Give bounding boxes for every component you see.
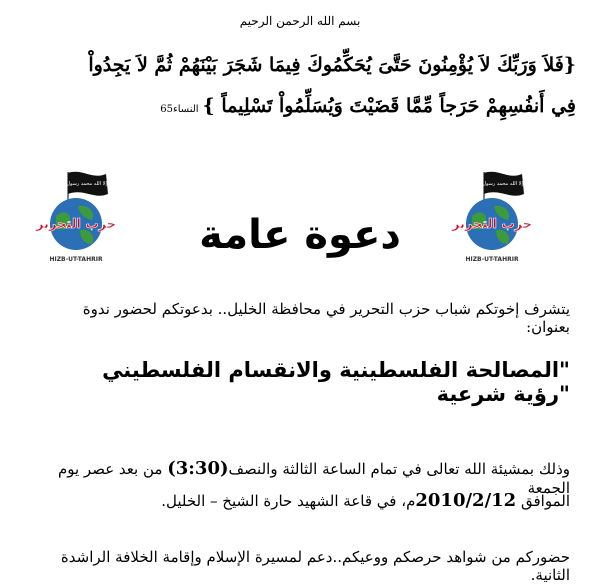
seminar-topic: "المصالحة الفلسطينية والانقسام الفلسطيني "رؤية شرعية	[102, 358, 570, 406]
event-date: 2010/2/12	[415, 490, 517, 511]
invitation-intro: يتشرف إخوتكم شباب حزب التحرير في محافظة الخليل.. بدعوتكم لحضور ندوة بعنوان:	[82, 300, 570, 336]
flag-text: لا إله إلا الله محمد رسول الله	[473, 181, 535, 187]
logo-brand-text: حزب التحرير	[451, 217, 533, 232]
verse-reference: النساء65	[160, 104, 199, 115]
logo-brand-text: حزب التحرير	[35, 217, 117, 232]
logo-caption: HIZB-UT-TAHRIR	[49, 256, 103, 263]
event-time: (3:30)	[167, 458, 229, 479]
hizb-ut-tahrir-logo-right	[450, 168, 540, 268]
date-suffix: م، في قاعة الشهيد حارة الشيخ – الخليل.	[161, 492, 416, 510]
quran-verse-line-2	[110, 95, 576, 117]
event-date-line	[40, 490, 570, 511]
basmala: بسم الله الرحمن الرحيم	[239, 14, 361, 28]
logo-caption: HIZB-UT-TAHRIR	[465, 256, 519, 263]
closing-note: حضوركم من شواهد حرصكم ووعيكم..دعم لمسيرة الإسلام وإقامة الخلافة الراشدة الثانية.	[60, 548, 570, 584]
hizb-ut-tahrir-logo-left	[34, 168, 124, 268]
invitation-title: دعوة عامة	[199, 212, 401, 258]
flag-text: لا إله إلا الله محمد رسول الله	[57, 181, 119, 187]
quran-verse-line-1: {فَلاَ وَرَبِّكَ لاَ يُؤْمِنُونَ حَتَّىَ يُحَكِّمُوكَ فِيمَا شَجَرَ بَيْنَهُمْ ثُمَّ لاَ يَجِدُواْ	[88, 54, 576, 76]
time-suffix: من بعد عصر يوم الجمعة	[57, 460, 570, 497]
quran-verse-text: فِي أَنفُسِهِمْ حَرَجاً مِّمَّا قَضَيْتَ وَيُسَلِّمُواْ تَسْلِيماً }	[202, 95, 576, 117]
time-prefix: وذلك بمشيئة الله تعالى في تمام الساعة الثالثة والنصف	[228, 460, 570, 478]
date-prefix: الموافق	[520, 492, 570, 510]
